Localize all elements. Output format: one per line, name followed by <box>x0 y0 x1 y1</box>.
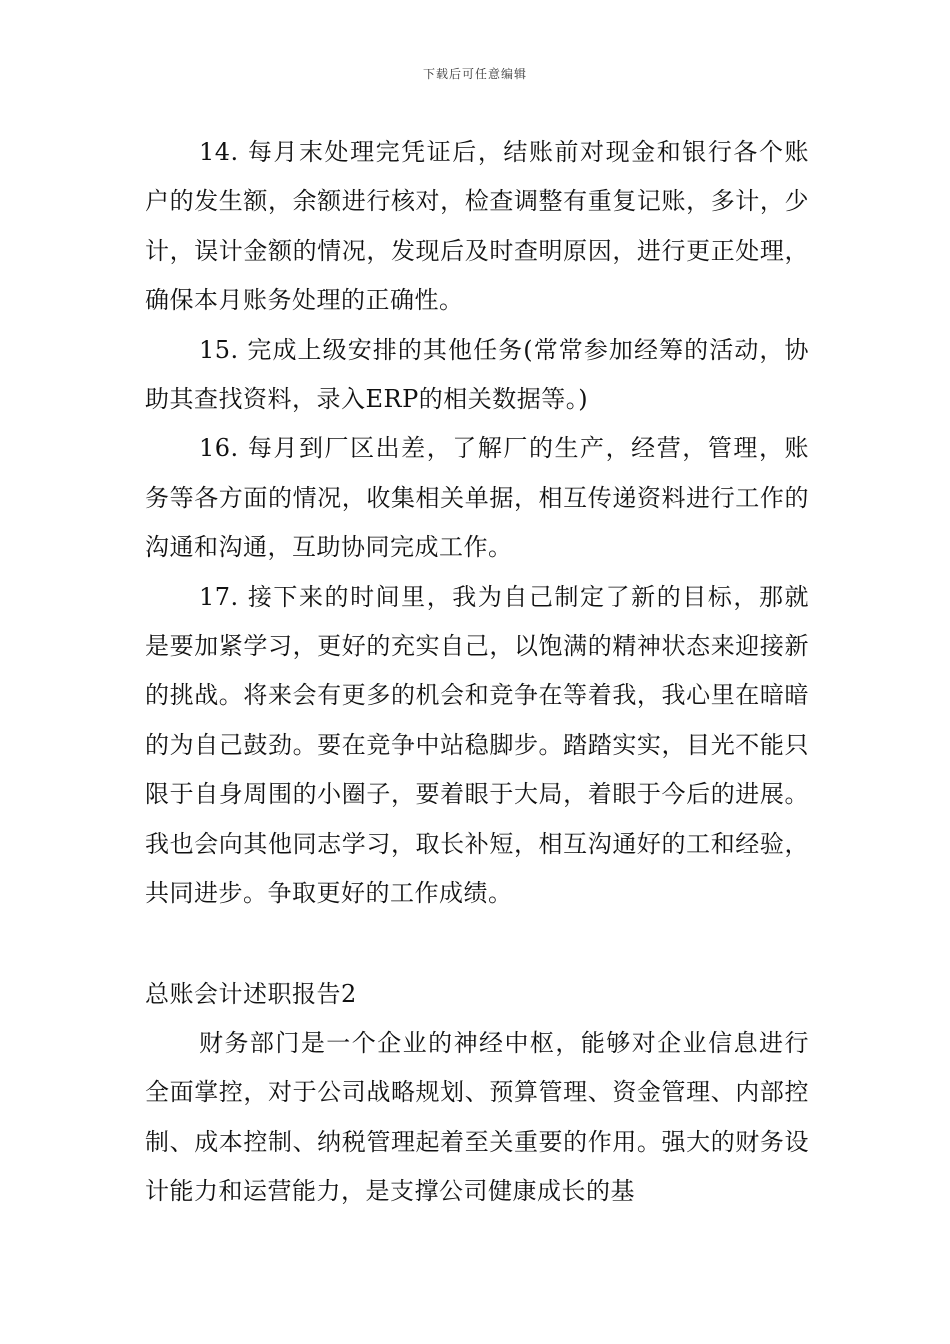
header-note: 下载后可任意编辑 <box>422 67 527 81</box>
list-item-14: 14. 每月末处理完凭证后，结账前对现金和银行各个账户的发生额，余额进行核对，检查调整有重复记账，多计，少计，误计金额的情况，发现后及时查明原因，进行更正处理，确保本月账务处理的正确性。 <box>145 138 809 315</box>
section-heading: 总账会计述职报告2 <box>145 979 357 1008</box>
list-item-16: 16. 每月到厂区出差，了解厂的生产，经营，管理，账务等各方面的情况，收集相关单据，相互传递资料进行工作的沟通和沟通，互助协同完成工作。 <box>145 434 809 562</box>
list-item-15: 15. 完成上级安排的其他任务(常常参加经筹的活动，协助其查找资料，录入ERP的相关数据等。) <box>145 335 809 414</box>
list-item-17: 17. 接下来的时间里，我为自己制定了新的目标，那就是要加紧学习，更好的充实自己，以饱满的精神状态来迎接新的挑战。将来会有更多的机会和竞争在等着我，我心里在暗暗的为自己鼓劲。要在竞争中站稳脚步。踏踏实实，目光不能只限于自身周围的小圈子，要着眼于大局，着眼于今后的进展。我也会向其他同志学习，取长补短，相互沟通好的工和经验，共同进步。争取更好的工作成绩。 <box>145 582 809 908</box>
document-body <box>145 128 809 1217</box>
section-paragraph: 财务部门是一个企业的神经中枢，能够对企业信息进行全面掌控，对于公司战略规划、预算管理、资金管理、内部控制、成本控制、纳税管理起着至关重要的作用。强大的财务设计能力和运营能力，是支撑公司健康成长的基 <box>145 1028 809 1206</box>
